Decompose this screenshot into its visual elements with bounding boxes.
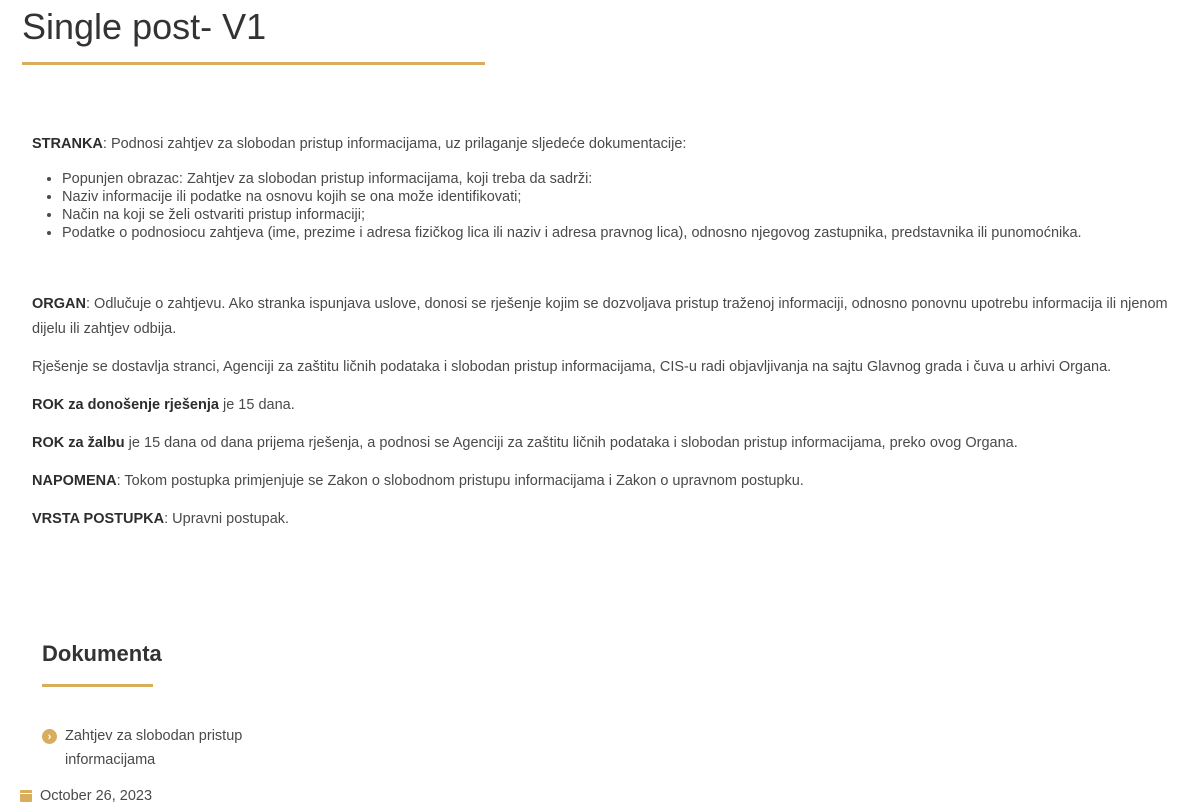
paragraph-bold: NAPOMENA bbox=[32, 473, 117, 489]
list-item: • Popunjen obrazac: Zahtjev za slobodan pristup informacijama, koji treba da sadrži: bbox=[62, 170, 1172, 188]
paragraph-text: je 15 dana od dana prijema rješenja, a podnosi se Agenciji za zaštitu ličnih podataka i slobodan pristup informacijama, preko ovog Organa. bbox=[124, 435, 1018, 451]
list-item: • Naziv informacije ili podatke na osnovu kojih se ona može identifikovati; bbox=[62, 188, 1172, 206]
delivery-paragraph bbox=[32, 355, 1172, 380]
paragraph-bold: ROK za žalbu bbox=[32, 435, 125, 451]
chevron-circle-right-icon: › bbox=[42, 729, 57, 744]
paragraph-text: : Odlučuje o zahtjevu. Ako stranka ispunjava uslove, donosi se rješenje kojim se dozvoljava pristup traženoj informaciji, odnosno ponovnu upotrebu informacija ili njenom dijelu ili zahtjev odbija. bbox=[32, 296, 1168, 337]
documents-heading: Dokumenta bbox=[42, 641, 162, 666]
post-date bbox=[20, 788, 152, 804]
procedure-type-paragraph bbox=[32, 507, 1172, 532]
document-label: Zahtjev za slobodan pristup informacijama bbox=[65, 728, 243, 768]
paragraph-text: je 15 dana. bbox=[218, 397, 295, 413]
paragraph-text: : Upravni postupak. bbox=[164, 511, 290, 527]
paragraph-text: : Tokom postupka primjenjuje se Zakon o slobodnom pristupu informacijama i Zakon o upravnom postupku. bbox=[116, 473, 804, 489]
intro-bold: STRANKA bbox=[32, 136, 103, 152]
appeal-paragraph bbox=[32, 431, 1172, 456]
intro-text: : Podnosi zahtjev za slobodan pristup informacijama, uz prilaganje sljedeće dokumentacije: bbox=[102, 136, 687, 152]
date-text: October 26, 2023 bbox=[40, 788, 153, 804]
documents-underline bbox=[42, 684, 153, 687]
document-link[interactable] bbox=[42, 724, 282, 772]
title-underline bbox=[22, 62, 485, 65]
deadline-paragraph bbox=[32, 393, 1172, 418]
paragraph-text: Rješenje se dostavlja stranci, Agenciji za zaštitu ličnih podataka i slobodan pristup informacijama, CIS-u radi objavljivanja na sajtu Glavnog grada i čuva u arhivi Organa. bbox=[32, 359, 1112, 375]
list-item: • Način na koji se želi ostvariti pristup informaciji; bbox=[62, 206, 1172, 224]
note-paragraph bbox=[32, 469, 1172, 494]
intro-paragraph bbox=[32, 132, 1172, 157]
page-title: Single post- V1 bbox=[22, 6, 267, 47]
paragraph-bold: ORGAN bbox=[32, 296, 86, 312]
post-content bbox=[32, 132, 1172, 545]
paragraph-bold: VRSTA POSTUPKA bbox=[32, 511, 165, 527]
paragraph-bold: ROK za donošenje rješenja bbox=[32, 397, 219, 413]
requirements-list bbox=[32, 170, 1172, 242]
list-item: • Podatke o podnosiocu zahtjeva (ime, prezime i adresa fizičkog lica ili naziv i adresa pravnog lica), odnosno njegovog zastupnika, predstavnika ili punomoćnika. bbox=[62, 224, 1172, 242]
organ-paragraph bbox=[32, 292, 1172, 342]
calendar-icon bbox=[20, 790, 32, 802]
